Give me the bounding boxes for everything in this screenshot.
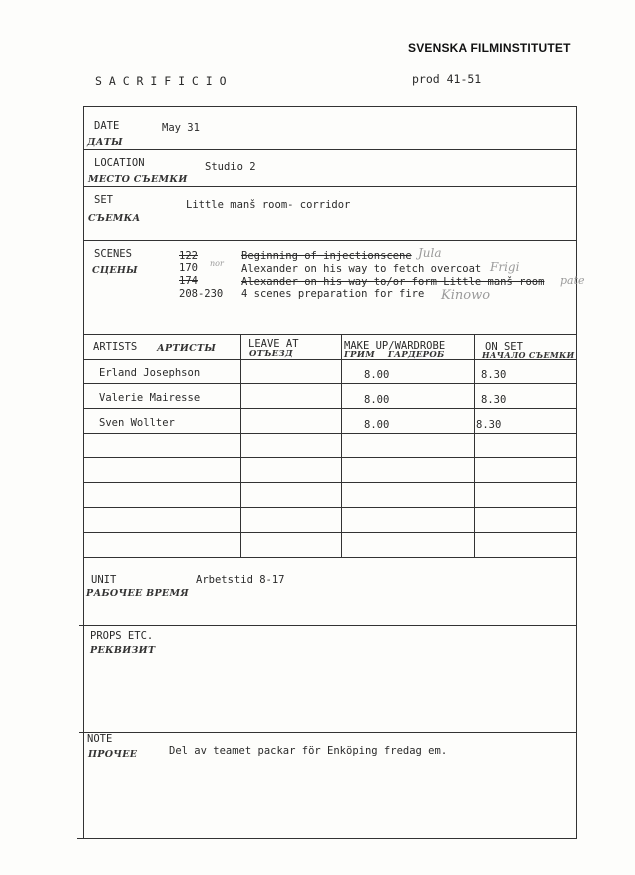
scene-pencil-note: Frigi — [490, 260, 520, 274]
scene-pencil-note: Kinowo — [441, 288, 491, 303]
props-label-ru: РЕКВИЗИТ — [90, 645, 156, 656]
col-header-artists-ru: АРТИСТЫ — [157, 343, 217, 354]
date-value: May 31 — [162, 122, 200, 134]
props-label: PROPS ETC. — [90, 630, 154, 642]
artist-name: Sven Wollter — [99, 417, 175, 429]
artist-name: Valerie Mairesse — [99, 392, 201, 404]
makeup-time: 8.00 — [364, 419, 390, 431]
scene-number: 174 — [179, 275, 198, 287]
col-header-on-set-ru: НАЧАЛО СЪЕМКИ — [482, 350, 575, 360]
scene-pencil-prefix: nor — [210, 259, 224, 268]
on-set-time: 8.30 — [481, 369, 507, 381]
makeup-time: 8.00 — [364, 394, 390, 406]
scene-description: Alexander on his way to/or form Little manš room — [241, 276, 545, 288]
unit-label-ru: РАБОЧЕЕ ВРЕМЯ — [86, 588, 189, 599]
note-label: NOTE — [87, 733, 113, 745]
col-header-on-set: ON SET — [485, 341, 523, 353]
unit-label: UNIT — [91, 574, 117, 586]
scenes-label-ru: СЦЕНЫ — [92, 265, 138, 276]
scene-pencil-note: Jula — [418, 246, 442, 260]
scene-number: 122 — [179, 250, 198, 262]
scene-pencil-note: pate — [560, 274, 585, 287]
set-label: SET — [94, 194, 113, 206]
col-header-artists: ARTISTS — [93, 341, 138, 353]
note-value: Del av teamet packar för Enköping fredag em. — [169, 745, 448, 757]
col-header-leave-at-ru: ОТЪЕЗД — [249, 349, 293, 359]
unit-value: Arbetstid 8-17 — [196, 574, 285, 586]
set-label-ru: СЪЕМКА — [88, 213, 141, 224]
makeup-time: 8.00 — [364, 369, 390, 381]
date-label-ru: ДАТЫ — [87, 137, 123, 148]
col-header-leave-at: LEAVE AT — [248, 338, 299, 350]
col-header-makeup-ru: ГРИМ ГАРДЕРОБ — [344, 350, 445, 360]
date-label: DATE — [94, 120, 120, 132]
scenes-label: SCENES — [94, 248, 132, 260]
scene-description: Alexander on his way to fetch overcoat — [241, 263, 482, 275]
scene-description: Beginning of injectionscene — [241, 250, 412, 262]
col-header-makeup: MAKE UP/WARDROBE — [344, 340, 446, 352]
location-value: Studio 2 — [205, 161, 256, 173]
set-value: Little manš room- corridor — [186, 199, 351, 211]
on-set-time: 8.30 — [481, 394, 507, 406]
scene-number: 208-230 — [179, 288, 224, 300]
production-number: prod 41-51 — [412, 72, 482, 86]
location-label: LOCATION — [94, 157, 145, 169]
location-label-ru: МЕСТО СЪЕМКИ — [88, 174, 188, 185]
film-title: S A C R I F I C I O — [95, 74, 227, 88]
scene-number: 170 — [179, 262, 198, 274]
note-label-ru: ПРОЧЕЕ — [88, 749, 138, 760]
institute-name: SVENSKA FILMINSTITUTET — [408, 41, 571, 55]
artist-name: Erland Josephson — [99, 367, 201, 379]
on-set-time: 8.30 — [476, 419, 502, 431]
scene-description: 4 scenes preparation for fire — [241, 288, 425, 300]
